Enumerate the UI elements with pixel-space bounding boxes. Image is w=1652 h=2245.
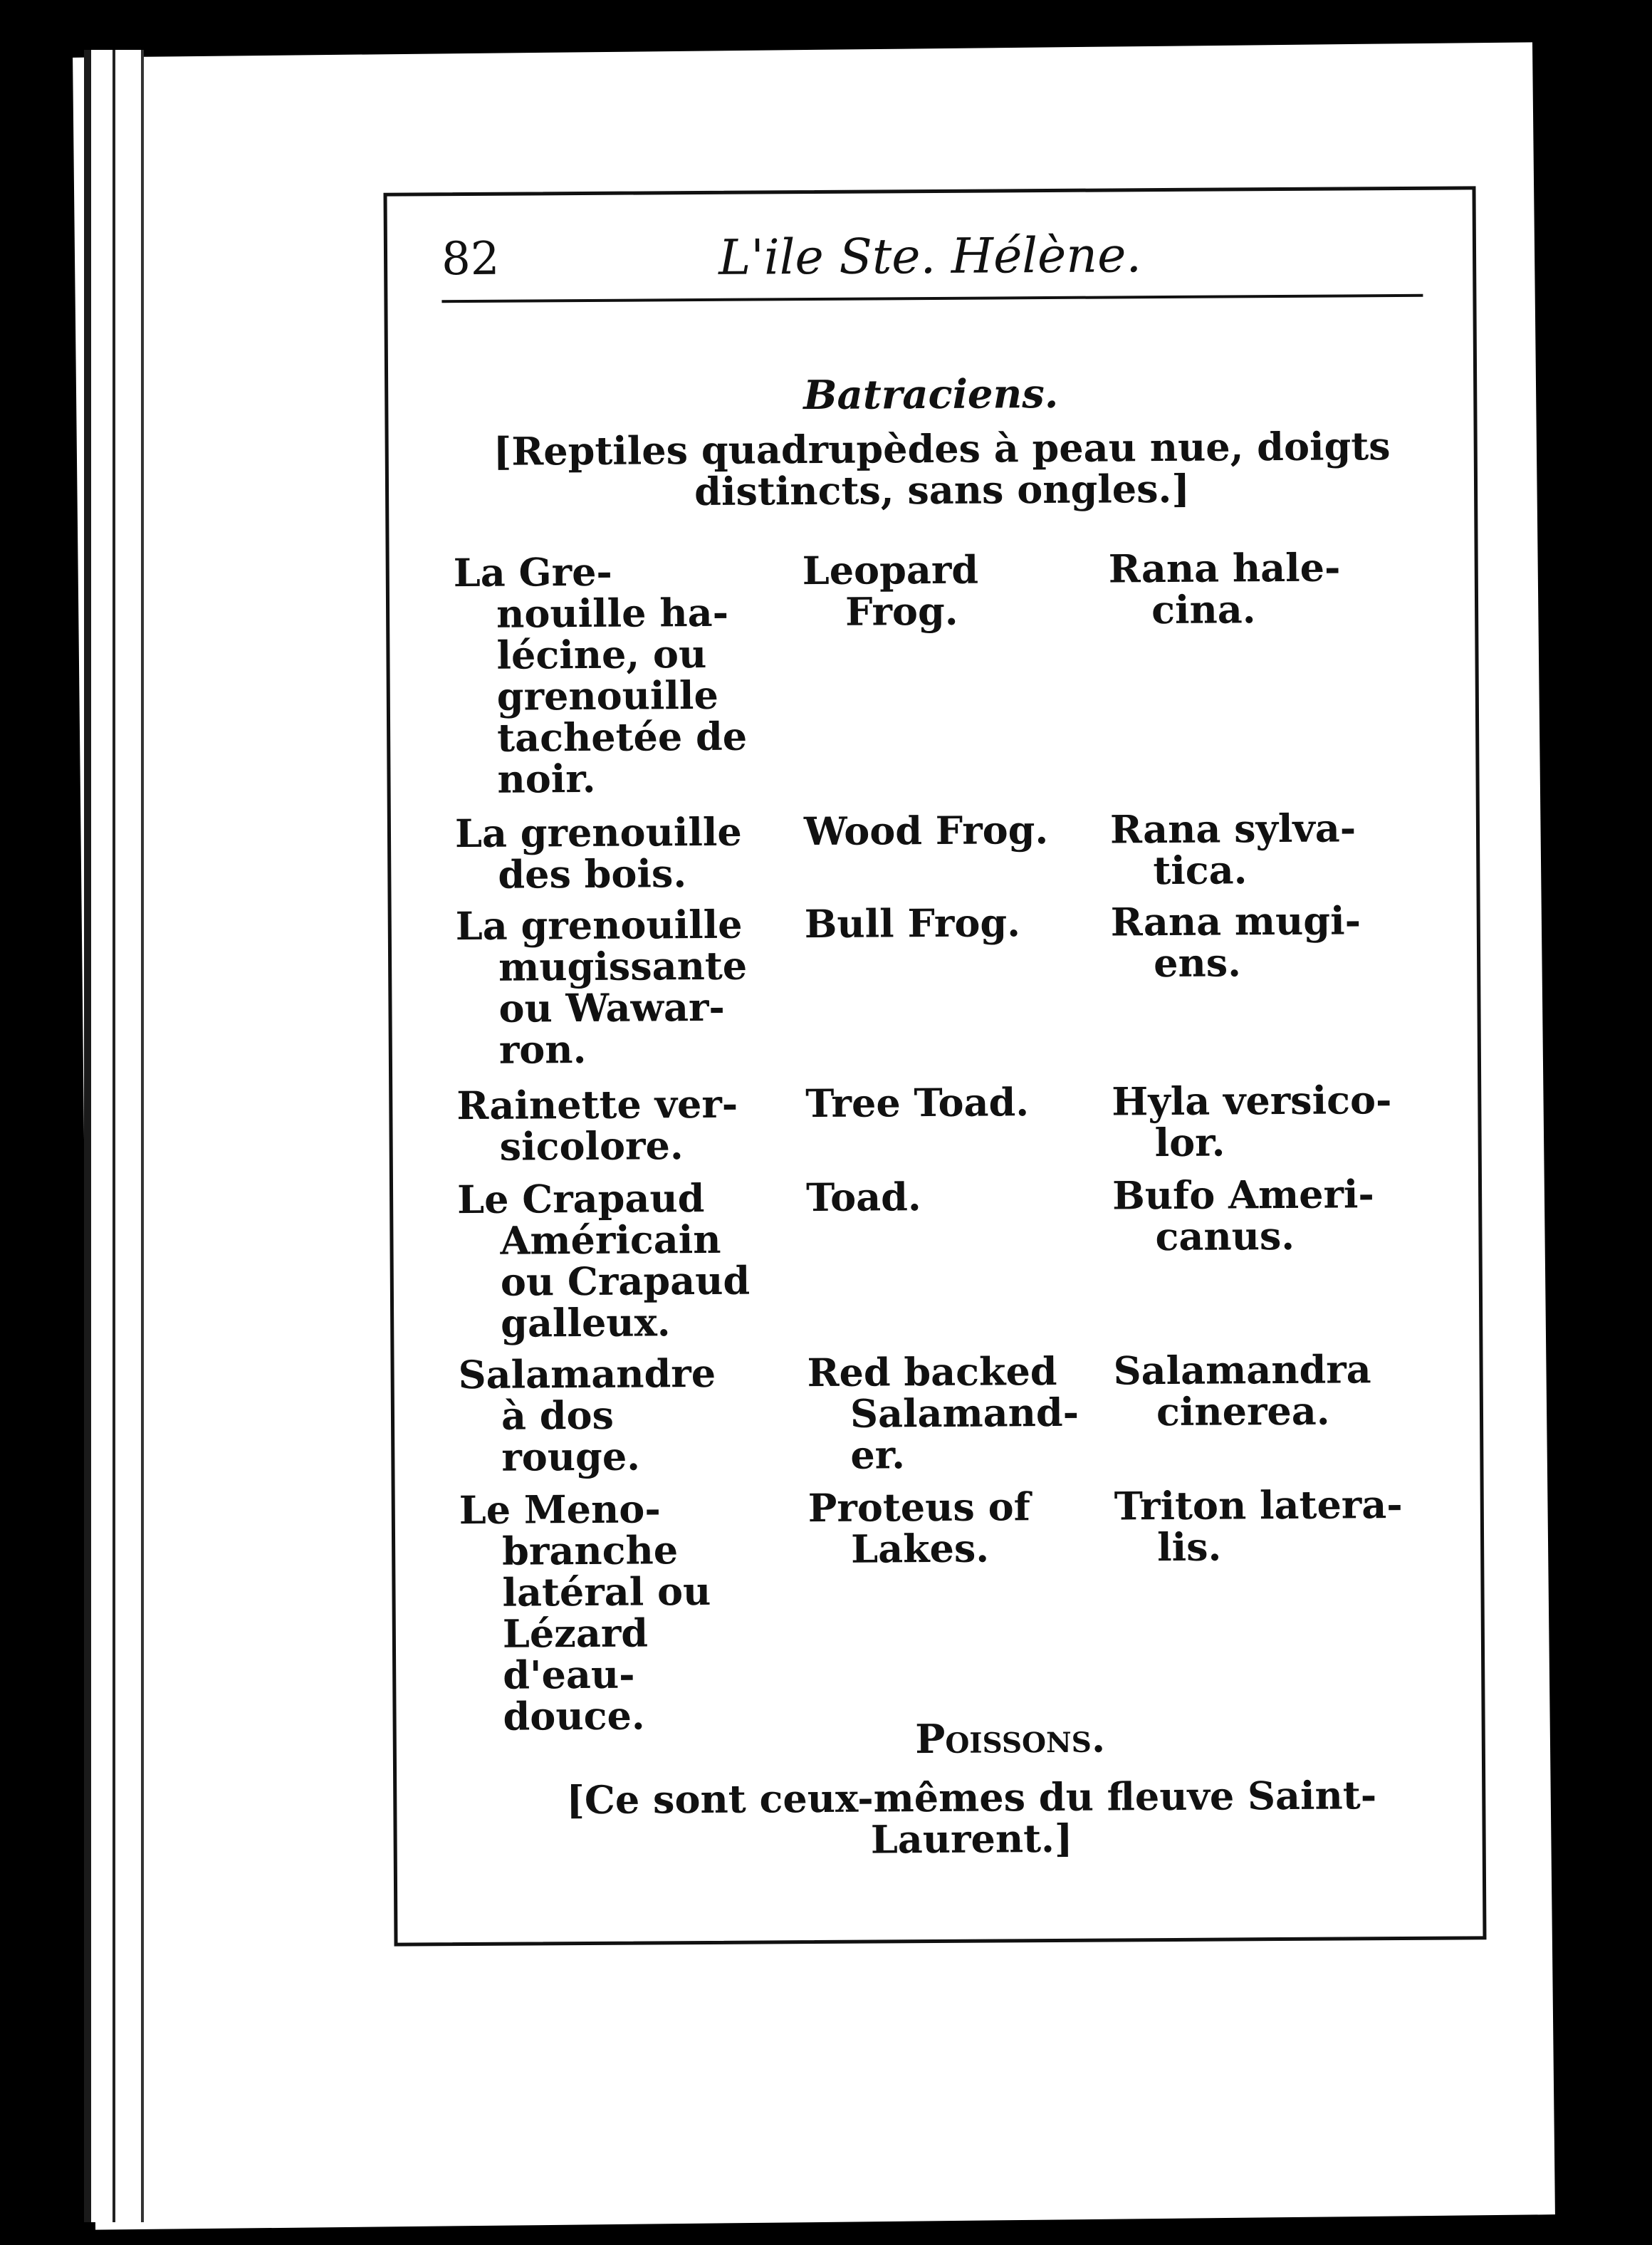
- page-frame: [383, 186, 1486, 1946]
- french-name: Rainette ver- sicolore.: [456, 1080, 738, 1170]
- section-note-poissons: [Ce sont ceux-mêmes du fleuve Saint-Laurent.]: [566, 1772, 1377, 1863]
- english-name: Red backed Salamand- er.: [807, 1348, 1079, 1478]
- section-note-batraciens: [Reptiles quadrupèdes à peau nue, doigts distincts, sans ongles.]: [493, 423, 1391, 515]
- latin-name: Triton latera- lis.: [1114, 1481, 1403, 1571]
- english-name: Bull Frog.: [804, 900, 1021, 947]
- english-name: Tree Toad.: [805, 1079, 1030, 1127]
- running-head: L'ile Ste. Hélène.: [718, 227, 1142, 286]
- table-row: [458, 1346, 1455, 1480]
- section-title-batraciens: Batraciens.: [803, 370, 1059, 420]
- french-name: Le Meno- branche latéral ou Lézard d'eau- douce.: [459, 1486, 711, 1739]
- english-name: Wood Frog.: [803, 807, 1049, 855]
- english-name: Toad.: [805, 1174, 921, 1221]
- latin-name: Hyla versico- lor.: [1112, 1077, 1392, 1166]
- french-name: La grenouille des bois.: [454, 808, 742, 897]
- latin-name: Rana hale- cina.: [1108, 544, 1341, 633]
- page-edges: [84, 50, 248, 2222]
- latin-name: Bufo Ameri- canus.: [1112, 1171, 1375, 1260]
- french-name: Salamandre à dos rouge.: [458, 1350, 716, 1480]
- species-table: [454, 546, 1459, 1906]
- page-number: 82: [441, 232, 500, 286]
- english-name: Proteus of Lakes.: [807, 1484, 1031, 1572]
- english-name: Leopard Frog.: [802, 546, 979, 635]
- french-name: La grenouille mugissante ou Wawar- ron.: [455, 901, 748, 1073]
- latin-name: Rana sylva- tica.: [1109, 805, 1356, 894]
- table-row: [454, 805, 1452, 897]
- french-name: La Gre- nouille ha- lécine, ou grenouille tachetée de noir.: [453, 548, 748, 802]
- french-name: Le Crapaud Américain ou Crapaud galleux.: [456, 1174, 751, 1346]
- section-title-poissons: Poissons.: [915, 1714, 1106, 1764]
- latin-name: Rana mugi- ens.: [1110, 897, 1361, 986]
- header-rule: [441, 294, 1423, 303]
- latin-name: Salamandra cinerea.: [1113, 1346, 1371, 1435]
- table-row: [456, 1171, 1454, 1346]
- table-row: [456, 1077, 1453, 1170]
- table-row: [455, 897, 1453, 1073]
- table-row: [453, 544, 1450, 802]
